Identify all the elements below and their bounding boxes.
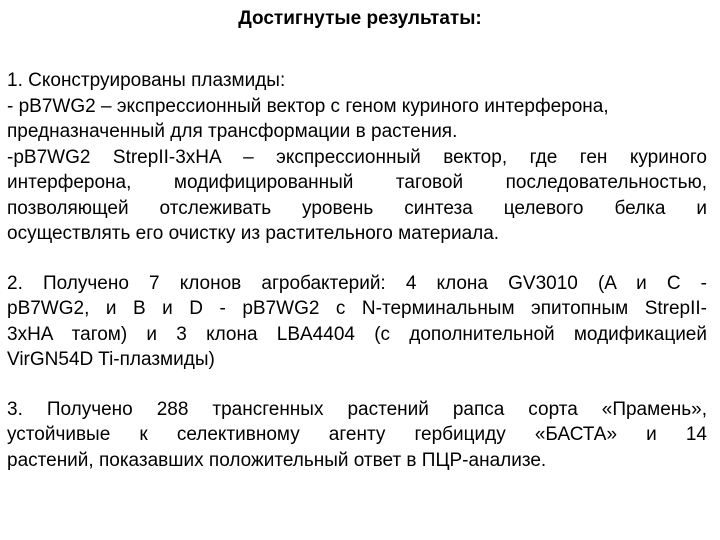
- text-line: интерферона, модифицированный таговой последовательностью,: [7, 172, 707, 193]
- results-body: [7, 68, 707, 497]
- text-line: растений, показавших положительный ответ в ПЦР-анализе.: [7, 449, 547, 471]
- section-heading: 1. Сконструированы плазмиды:: [7, 70, 286, 91]
- text-line: - pB7WG2 – экспрессионный вектор с геном куриного интерферона,: [7, 95, 609, 117]
- text-line: 3. Получено 288 трансгенных растений рапса сорта «Прамень»,: [7, 398, 707, 420]
- text-line: осуществлять его очистку из растительного материала.: [7, 223, 500, 244]
- text-line: позволяющей отслеживать уровень синтеза целевого белка и: [7, 197, 707, 219]
- text-line: устойчивые к селективному агенту гербициду «БАСТА» и 14: [7, 424, 707, 445]
- text-line: 3xHA тагом) и 3 клона LBA4404 (с дополнительной модификацией: [7, 323, 707, 345]
- text-line: 2. Получено 7 клонов агробактерий: 4 клона GV3010 (A и C -: [7, 272, 707, 294]
- result-section-agrobacteria: [7, 271, 707, 373]
- result-section-transgenic-plants: [7, 397, 707, 474]
- text-line: pB7WG2, и B и D - pB7WG2 с N-терминальным эпитопным StrepII-: [7, 298, 707, 319]
- text-line: предназначенный для трансформации в растения.: [7, 121, 458, 142]
- result-section-plasmids: [7, 68, 707, 247]
- slide-title: Достигнутые результаты:: [238, 8, 482, 29]
- text-line: VirGN54D Ti-плазмиды): [7, 349, 215, 370]
- text-line: -pB7WG2 StrepII-3xHA – экспрессионный вектор, где ген куриного: [7, 146, 707, 168]
